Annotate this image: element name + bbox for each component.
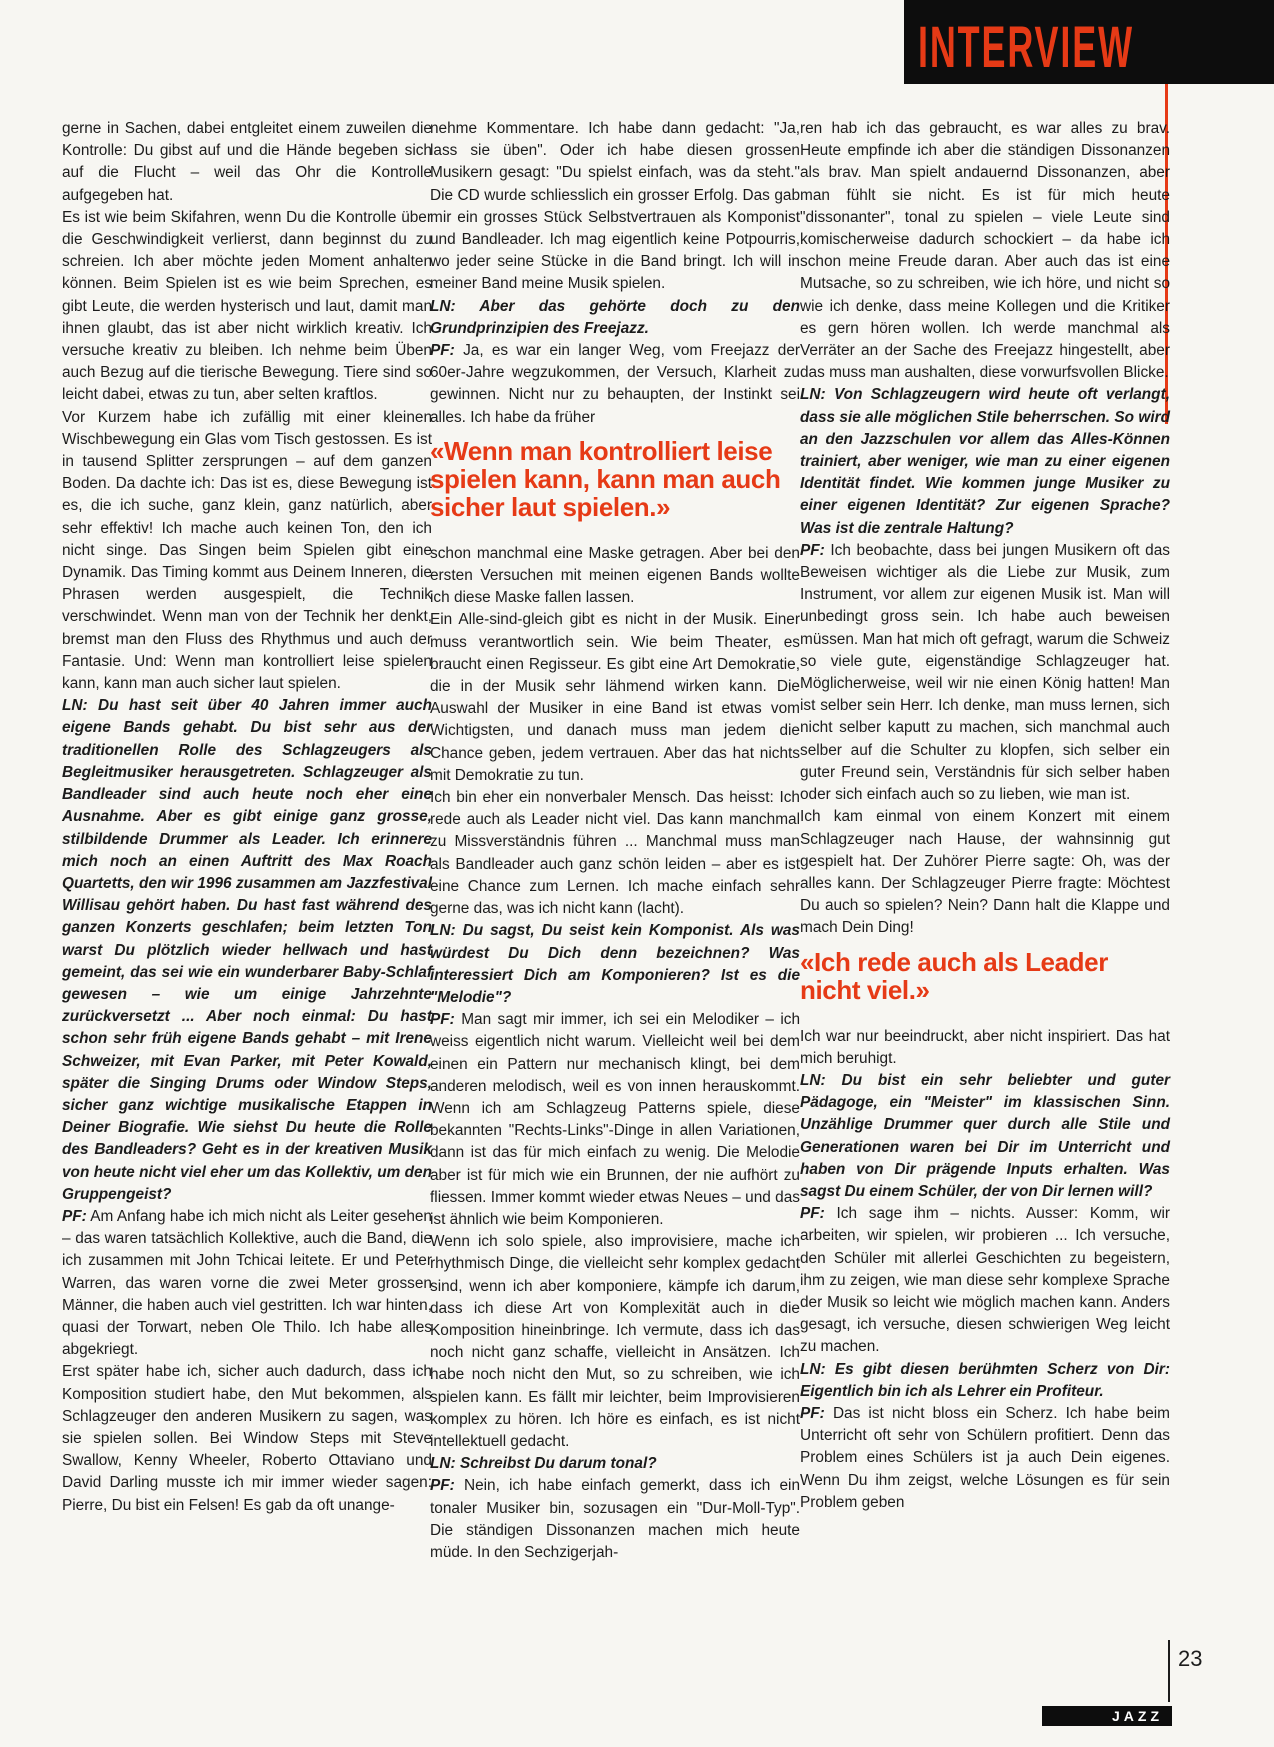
answer	[62, 1206, 432, 1361]
speaker-label: LN:	[800, 386, 826, 404]
question-text: Von Schlagzeugern wird heute oft verlangt, dass sie alle möglichen Stile beherrschen. So wird an den Jazzschulen vor allem das Alles-Können trainiert, aber weniger, wie man zu einer eigenen Identität findet. Wie kommen junge Musiker zu einer eigenen Identität? Zur eigenen Sprache? Was ist die zentrale Haltung?	[800, 386, 1170, 537]
magazine-label: JAZZ	[1112, 1708, 1163, 1724]
column-1	[62, 118, 432, 1517]
question-text: Schreibst Du darum tonal?	[459, 1455, 657, 1473]
answer	[430, 1475, 800, 1564]
paragraph: Ein Alle-sind-gleich gibt es nicht in der Musik. Einer muss verantwortlich sein. Wie beim Theater, es braucht einen Regisseur. Es gibt eine Art Demokratie, die in der Musik sehr lähmend wirken kann. Die Auswahl der Musiker in eine Band ist etwas vom Wichtigsten, und danach muss man jedem die Chance geben, jedem vertrauen. Aber das hat nichts mit Demokratie zu tun.	[430, 611, 800, 784]
question-text: Es gibt diesen berühmten Scherz von Dir: Eigentlich bin ich als Lehrer ein Profiteur.	[800, 1360, 1170, 1400]
answer	[430, 340, 800, 429]
paragraph: gerne in Sachen, dabei entgleitet einem zuweilen die Kontrolle: Du gibst auf und die Hände begeben sich auf die Flucht – weil das Ohr die Kontrolle aufgegeben hat.	[62, 120, 432, 204]
speaker-label: LN:	[800, 1360, 826, 1378]
speaker-label: PF:	[430, 342, 455, 360]
answer-text: Man sagt mir immer, ich sei ein Melodiker – ich weiss eigentlich nicht warum. Vielleicht weil bei dem einen ein Pattern nur mechanisch klingt, bei dem anderen melodisch, weil es von innen herauskommt. Wenn ich am Schlagzeug Patterns spiele, diese bekannten "Rechts-Links"-Dinge in allen Variationen, dann ist das für mich einfach zu wenig. Die Melodie aber ist für mich wie ein Brunnen, der nie aufhört zu fliessen. Immer kommt wieder etwas Neues – und das ist ähnlich wie beim Komponieren.	[430, 1011, 801, 1228]
interviewer-question	[62, 695, 432, 1206]
page-number-divider	[1168, 1640, 1170, 1702]
section-title: INTERVIEW	[918, 15, 1134, 80]
paragraph: Ich kam einmal von einem Konzert mit einem Schlagzeuger nach Hause, der wahnsinnig gut gespielt hat. Der Zuhörer Pierre sagte: Oh, was der alles kann. Der Schlagzeuger Pierre fragte: Möchtest Du auch so spielen? Nein? Dann halt die Klappe und mach Dein Ding!	[800, 808, 1170, 937]
answer-text: Am Anfang habe ich mich nicht als Leiter gesehen – das waren tatsächlich Kollektive, auch die Band, die ich zusammen mit John Tchicai leitete. Er und Peter Warren, das waren vorne die zwei Meter grossen Männer, die haben auch viel gestritten. Ich war hinten, quasi der Torwart, neben Ole Thilo. Ich habe alles abgekriegt.	[62, 1207, 432, 1359]
interviewer-question	[800, 384, 1170, 539]
question-text: Aber das gehörte doch zu den Grundprinzipien des Freejazz.	[430, 297, 800, 337]
answer-text: Nein, ich habe einfach gemerkt, dass ich ein tonaler Musiker bin, sozusagen ein "Dur-Moll-Typ". Die ständigen Dissonanzen machen mich heute müde. In den Sechzigerjah-	[430, 1477, 801, 1561]
interviewer-question	[430, 1453, 800, 1475]
paragraph: Ich bin eher ein nonverbaler Mensch. Das heisst: Ich rede auch als Leader nicht viel. Das kann manchmal zu Missverständnis führen ... Manchmal muss man als Bandleader auch ganz schön leiden – aber es ist eine Chance zum Lernen. Ich mache einfach sehr gerne das, was ich nicht kann (lacht).	[430, 789, 800, 918]
speaker-label: PF:	[800, 1205, 825, 1223]
column-2	[430, 118, 800, 1564]
answer	[800, 1403, 1170, 1514]
interviewer-question	[430, 296, 800, 340]
paragraph: schon manchmal eine Maske getragen. Aber bei den ersten Versuchen mit meinen eigenen Bands wollte ich diese Maske fallen lassen.	[430, 544, 800, 607]
speaker-label: LN:	[800, 1071, 826, 1089]
paragraph: Vor Kurzem habe ich zufällig mit einer kleinen Wischbewegung ein Glas vom Tisch gestossen. Es ist in tausend Splitter zersprungen – auf dem ganzen Boden. Da dachte ich: Das ist es, diese Bewegung ist es, die ich suche, ganz klein, ganz natürlich, aber sehr effektiv! Ich mache auch keinen Ton, den ich nicht singe. Das Singen beim Spielen gibt eine Dynamik. Das Timing kommt aus Deinem Inneren, die Phrasen werden ausgespielt, die Technik verschwindet. Wenn man von der Technik her denkt, bremst man den Fluss des Rhythmus und auch der Fantasie. Und: Wenn man kontrolliert leise spielen kann, kann man auch sicher laut spielen.	[62, 408, 432, 693]
speaker-label: LN:	[430, 922, 456, 940]
speaker-label: PF:	[800, 541, 825, 559]
speaker-label: PF:	[800, 1404, 825, 1422]
paragraph: ren hab ich das gebraucht, es war alles zu brav. Heute empfinde ich aber die ständigen Dissonanzen als brav. Man spielt andauernd Dissonanzen, aber man fühlt sie nicht. Es ist für mich heute "dissonanter", tonal zu spielen – viele Leute sind komischerweise dadurch schockiert – da habe ich schon meine Freude daran. Aber auch das ist eine Mutsache, so zu schreiben, wie ich höre, und nicht so wie ich denke, dass meine Kollegen und die Kritiker es gern hören wollen. Ich werde manchmal als Verräter an der Sache des Freejazz hingestellt, aber das muss man aushalten, diese vorwurfsvollen Blicke.	[800, 120, 1170, 382]
answer-text: Ich sage ihm – nichts. Ausser: Komm, wir arbeiten, wir spielen, wir probieren ... Ich versuche, den Schüler mit allerlei Geschichten zu begeistern, ihm zu zeigen, wie man diese sehr komplexe Sprache der Musik so leicht wie möglich machen kann. Anders gesagt, ich versuche, diesen schwierigen Weg leicht zu machen.	[800, 1205, 1170, 1356]
question-text: Du sagst, Du seist kein Komponist. Als was würdest Du Dich denn bezeichnen? Was interessiert Dich am Komponieren? Ist es die "Melodie"?	[430, 922, 800, 1006]
speaker-label: PF:	[430, 1477, 455, 1495]
question-text: Du hast seit über 40 Jahren immer auch eigene Bands gehabt. Du bist sehr aus der traditionellen Rolle des Schlagzeugers als Begleitmusiker herausgetreten. Schlagzeuger als Bandleader sind auch heute noch eher eine Ausnahme. Aber es gibt einige ganz grosse, stilbildende Drummer als Leader. Ich erinnere mich noch an einen Auftritt des Max Roach Quartetts, den wir 1996 zusammen am Jazzfestival Willisau gehört haben. Du hast fast während des ganzen Konzerts geschlafen; beim letzten Ton warst Du plötzlich wieder hellwach und hast gemeint, das sei wie ein wunderbarer Baby-Schlaf gewesen – wie um einige Jahrzehnte zurückversetzt ... Aber noch einmal: Du hast schon sehr früh eigene Bands gehabt – mit Irene Schweizer, mit Evan Parker, mit Peter Kowald, später die Singing Drums oder Window Steps, sicher ganz wichtige musikalische Etappen in Deiner Biografie. Wie siehst Du heute die Rolle des Bandleaders? Geht es in der kreativen Musik von heute nicht viel eher um das Kollektiv, um den Gruppengeist?	[62, 697, 432, 1203]
interviewer-question	[800, 1359, 1170, 1403]
answer-text: Ich beobachte, dass bei jungen Musikern oft das Beweisen wichtiger als die Liebe zur Musik, zum Instrument, vor allem zur eigenen Musik ist. Man will unbedingt gross sein. Ich habe auch beweisen müssen. Man hat mich oft gefragt, warum die Schweiz so viele gute, eigenständige Schlagzeuger hat. Möglicherweise, weil wir nie einen König hatten! Man ist selber sein Herr. Ich denke, man muss lernen, sich nicht selber kaputt zu machen, sich manchmal auch selber auf die Schulter zu klopfen, sich selber ein guter Freund sein, Verständnis für sich selber haben oder sich einfach auch so zu lieben, wie man ist.	[800, 541, 1170, 804]
pull-quote: «Ich rede auch als Leader nicht viel.»	[800, 946, 1108, 1005]
speaker-label: LN:	[62, 697, 88, 715]
answer	[800, 540, 1170, 806]
interviewer-question	[800, 1070, 1170, 1203]
paragraph: Ich war nur beeindruckt, aber nicht inspiriert. Das hat mich beruhigt.	[800, 1027, 1170, 1067]
answer-text: Das ist nicht bloss ein Scherz. Ich habe beim Unterricht oft sehr von Schülern profitiert. Denn das Problem eines Schülers ist ja auch Dein eigenes. Wenn Du ihm zeigst, welche Lösungen es für sein Problem geben	[800, 1404, 1171, 1511]
speaker-label: LN:	[430, 1455, 456, 1473]
speaker-label: PF:	[430, 1011, 455, 1029]
paragraph: Es ist wie beim Skifahren, wenn Du die Kontrolle über die Geschwindigkeit verlierst, dann beginnst du zu schreien. Ich aber möchte jeden Moment anhalten können. Beim Spielen ist es wie beim Sprechen, es gibt Leute, die werden hysterisch und laut, damit man ihnen glaubt, das ist aber nicht wirklich kreativ. Ich versuche kreativ zu bleiben. Ich nehme beim Üben auch Bezug auf die tierische Bewegung. Tiere sind so leicht dabei, etwas zu tun, aber selten kraftlos.	[62, 208, 432, 404]
speaker-label: PF:	[62, 1207, 87, 1225]
answer-text: Ja, es war ein langer Weg, vom Freejazz der 60er-Jahre wegzukommen, der Versuch, Klarheit zu gewinnen. Nicht nur zu behaupten, der Instinkt sei alles. Ich habe da früher	[430, 342, 801, 426]
answer	[430, 1009, 800, 1231]
interviewer-question	[430, 920, 800, 1009]
column-3	[800, 118, 1170, 1514]
paragraph: Wenn ich solo spiele, also improvisiere, mache ich rhythmisch Dinge, die vielleicht sehr komplex gedacht sind, wenn ich aber komponiere, kämpfe ich darum, dass ich diese Art von Komplexität auch in die Komposition hineinbringe. Ich vermute, dass ich das noch nicht ganz schaffe, vielleicht in Ansätzen. Ich habe noch nicht den Mut, so zu schreiben, wie ich spielen kann. Es fällt mir leichter, beim Improvisieren komplex zu hören. Ich höre es einfach, es ist nicht intellektuell gedacht.	[430, 1233, 800, 1450]
question-text: Du bist ein sehr beliebter und guter Pädagoge, ein "Meister" im klassischen Sinn. Unzählige Drummer quer durch alle Stile und Generationen waren bei Dir im Unterricht und haben von Dir prägende Inputs erhalten. Was sagst Du einem Schüler, der von Dir lernen will?	[800, 1071, 1170, 1200]
paragraph: Erst später habe ich, sicher auch dadurch, dass ich Komposition studiert habe, den Mut bekommen, als Schlagzeuger den anderen Musikern zu sagen, was sie spielen sollen. Bei Window Steps mit Steve Swallow, Kenny Wheeler, Roberto Ottaviano und David Darling musste ich mir immer wieder sagen: Pierre, Du bist ein Felsen! Es gab da oft unange-	[62, 1363, 432, 1514]
speaker-label: LN:	[430, 297, 456, 315]
page-number: 23	[1178, 1646, 1203, 1671]
answer	[800, 1203, 1170, 1358]
pull-quote: «Wenn man kontrolliert leise spielen kann, kann man auch sicher laut spielen.»	[430, 435, 781, 522]
paragraph: nehme Kommentare. Ich habe dann gedacht: "Ja, lass sie üben". Oder ich habe diesen grossen Musikern gesagt: "Du spielst einfach, was da steht." Die CD wurde schliesslich ein grosser Erfolg. Das gab mir ein grosses Stück Selbstvertrauen als Komponist und Bandleader. Ich mag eigentlich keine Potpourris, wo jeder seine Stücke in die Band bringt. Ich will in meiner Band meine Musik spielen.	[430, 120, 800, 293]
